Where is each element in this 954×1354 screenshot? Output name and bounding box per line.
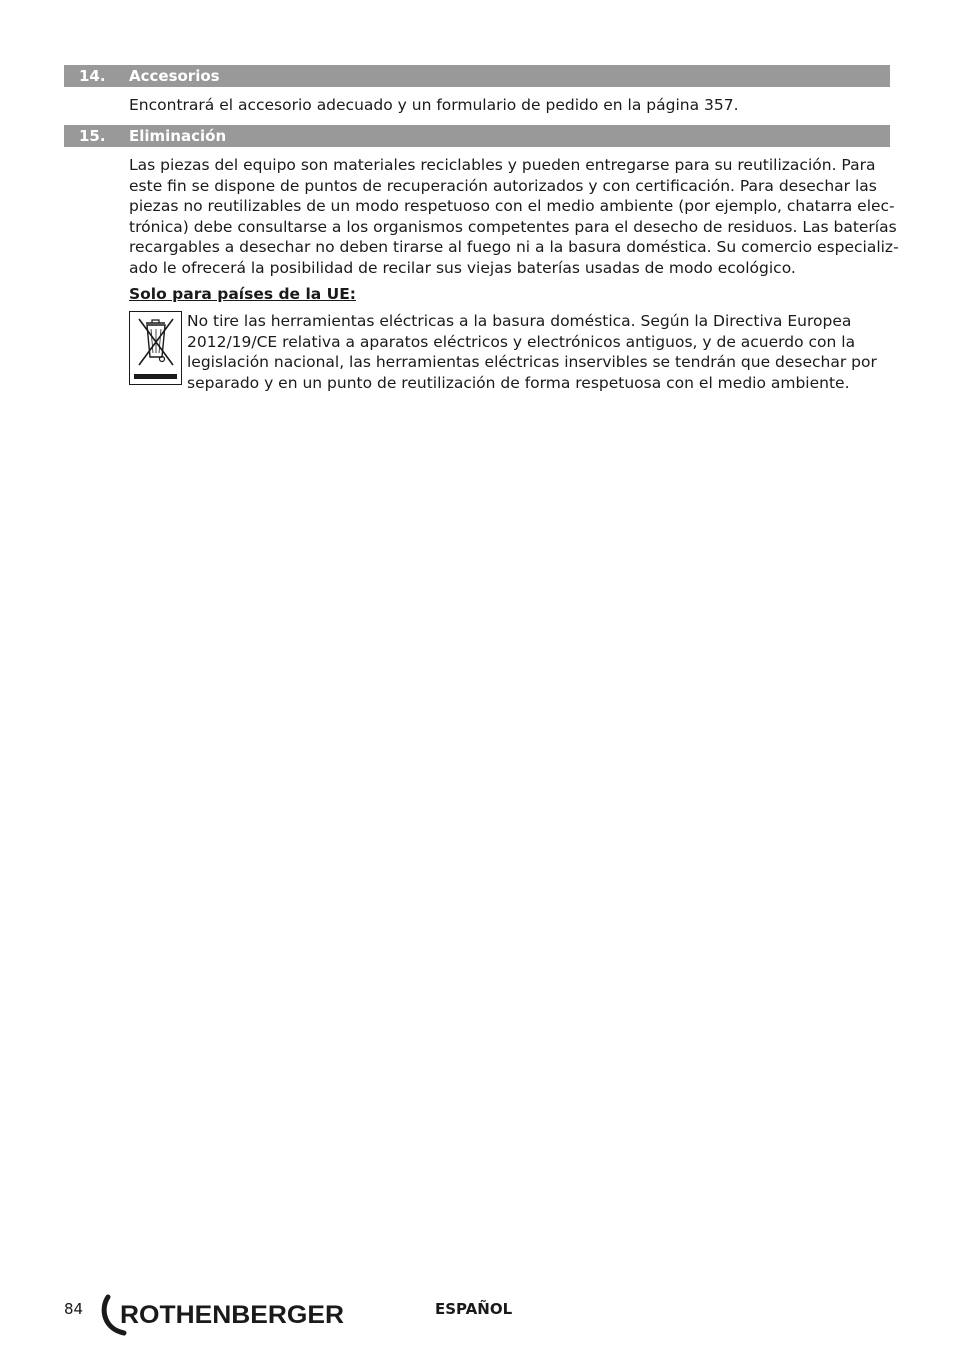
paragraph-line: este fin se dispone de puntos de recuperación autorizados y con certificación. Para desechar las (129, 176, 877, 195)
paragraph-line: legislación nacional, las herramientas eléctricas inservibles se tendrán que desechar por (187, 353, 877, 371)
eliminacion-paragraph (129, 155, 899, 278)
paragraph-line: 2012/19/CE relativa a aparatos eléctricos y electrónicos antiguos, y de acuerdo con la (187, 332, 856, 351)
section-title: Accesorios (129, 67, 220, 85)
paragraph-line: Las piezas del equipo son materiales reciclables y pueden entregarse para su reutilización. Para (129, 156, 876, 174)
paragraph-line: separado y en un punto de reutilización de forma respetuosa con el medio ambiente. (187, 373, 850, 392)
brand-name: ROTHENBERGER (120, 1301, 344, 1329)
paragraph-line: trónica) debe consultarse a los organismos competentes para el desecho de residuos. Las baterías (129, 217, 897, 236)
paragraph-line: ado le ofrecerá la posibilidad de recilar sus viejas baterías usadas de modo ecológico. (129, 258, 796, 277)
accesorios-paragraph (129, 95, 891, 116)
section-header-accesorios (64, 65, 890, 87)
crossed-out-wheelie-bin-icon (129, 311, 182, 385)
section-title: Eliminación (129, 127, 227, 145)
paragraph-line: Encontrará el accesorio adecuado y un formulario de pedido en la página 357. (129, 96, 739, 114)
eu-heading: Solo para países de la UE: (129, 285, 356, 303)
language-label: ESPAÑOL (435, 1300, 513, 1318)
eu-disposal-paragraph (187, 311, 887, 393)
paragraph-line: recargables a desechar no deben tirarse al fuego ni a la basura doméstica. Su comercio especializ- (129, 238, 899, 256)
section-number: 14. (79, 67, 106, 85)
section-number: 15. (79, 127, 106, 145)
page-number: 84 (64, 1300, 84, 1318)
section-header-eliminacion (64, 125, 890, 147)
paragraph-line: piezas no reutilizables de un modo respetuoso con el medio ambiente (por ejemplo, chatarra elec- (129, 197, 895, 215)
paragraph-line: No tire las herramientas eléctricas a la basura doméstica. Según la Directiva Europea (187, 312, 852, 330)
rothenberger-logo (100, 1293, 348, 1337)
